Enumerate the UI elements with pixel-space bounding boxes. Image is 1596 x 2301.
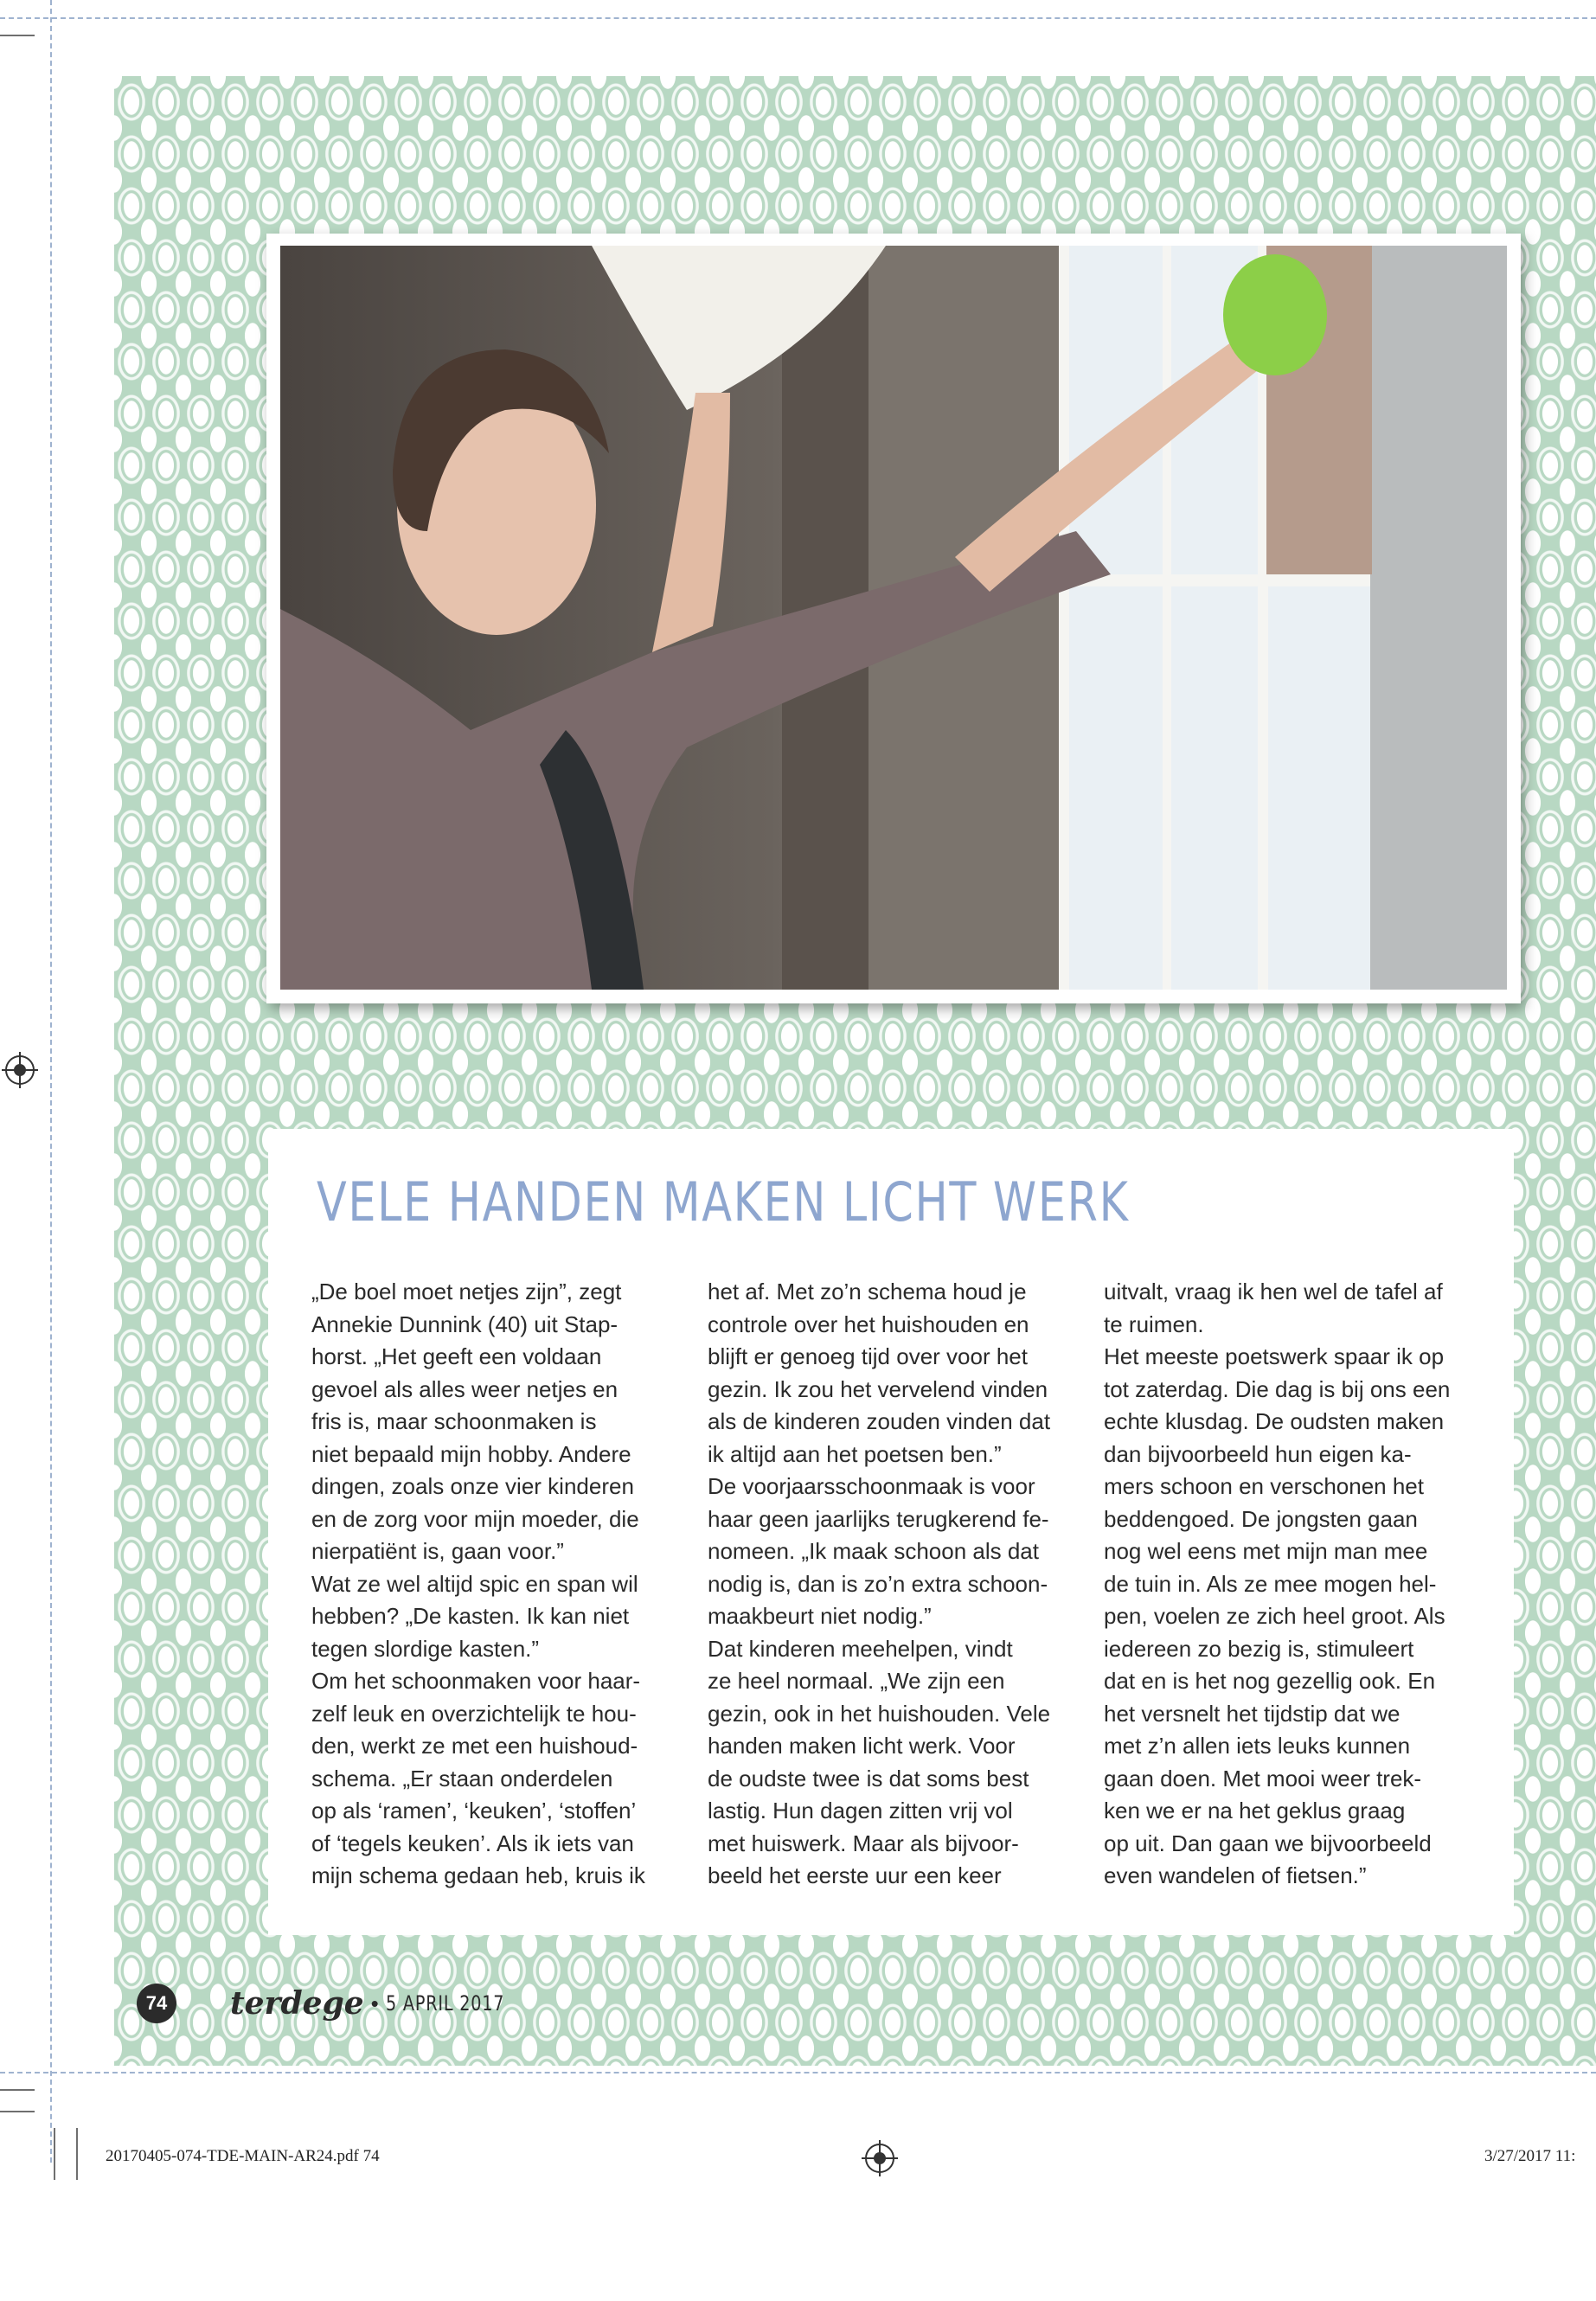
crop-line-top (0, 17, 1596, 19)
photo-frame (266, 234, 1521, 1003)
article-column-3 (1104, 1276, 1467, 1893)
article-text-panel (268, 1129, 1514, 1935)
footer-separator: • (370, 1990, 379, 2016)
crop-line-left (50, 0, 52, 2163)
article-column-1 (311, 1276, 675, 1893)
article-headline: VELE HANDEN MAKEN LICHT WERK (317, 1170, 1130, 1234)
page-number-badge: 74 (137, 1984, 176, 2023)
article-paragraph: „De boel moet netjes zijn”, zegt Annekie Dunnink (40) uit Stap- horst. „Het geeft een voldaan gevoel als alles weer netjes en fris is, maar schoonmaken is niet bepaald mijn hobby. Andere dingen, zoals onze vier kinderen en de zorg voor mijn moeder, die nierpatiënt is, gaan voor.” Wat ze wel altijd spic en span wil hebben? „De kasten. Ik kan niet tegen slordige kasten.” Om het schoonmaken voor haar- zelf leuk en overzichtelijk te hou- den, werkt ze met een huishoud- schema. „Er staan onderdelen op als ‘ramen’, ‘keuken’, ‘stoffen’ of ‘tegels keuken’. Als ik iets van mijn schema gedaan heb, kruis ik (311, 1279, 645, 1888)
crop-line-bottom (0, 2072, 1596, 2073)
crop-tick (0, 2111, 35, 2112)
crop-tick (76, 2128, 78, 2180)
registration-mark-left (5, 1055, 35, 1085)
article-paragraph: het af. Met zo’n schema houd je controle over het huishouden en blijft er genoeg tijd over voor het gezin. Ik zou het vervelend vinden als de kinderen zouden vinden dat ik altijd aan het poetsen ben.” De voorjaarsschoonmaak is voor haar geen jaarlijks terugkerend fe- nomeen. „Ik maak schoon als dat nodig is, dan is zo’n extra schoon- maakbeurt niet nodig.” Dat kinderen meehelpen, vindt ze heel normaal. „We zijn een gezin, ook in het huishouden. Vele handen maken licht werk. Voor de oudste twee is dat soms best lastig. Hun dagen zitten vrij vol met huiswerk. Maar als bijvoor- beeld het eerste uur een keer (708, 1279, 1051, 1888)
print-slug-timestamp: 3/27/2017 11: (1484, 2147, 1576, 2165)
article-photo (280, 246, 1507, 990)
photo-illustration (280, 246, 1507, 990)
article-column-2 (708, 1276, 1071, 1893)
issue-date: 5 APRIL 2017 (385, 1991, 505, 2016)
crop-tick (54, 2128, 55, 2180)
crop-tick (0, 35, 35, 36)
registration-mark-bottom (865, 2144, 894, 2173)
magazine-logo: terdege (230, 1985, 364, 2022)
page-footer (137, 1986, 534, 2021)
crop-tick (0, 2089, 35, 2091)
article-paragraph: uitvalt, vraag ik hen wel de tafel af te ruimen. Het meeste poetswerk spaar ik op tot zaterdag. Die dag is bij ons een echte klusdag. De oudsten maken dan bijvoorbeeld hun eigen ka- mers schoon en verschonen het beddengoed. De jongsten gaan nog wel eens met mijn man mee de tuin in. Als ze mee mogen hel- pen, voelen ze zich heel groot. Als iedereen zo bezig is, stimuleert dat en is het nog gezellig ook. En het versnelt het tijdstip dat we met z’n allen iets leuks kunnen gaan doen. Met mooi weer trek- ken we er na het geklus graag op uit. Dan gaan we bijvoorbeeld even wandelen of fietsen.” (1104, 1279, 1451, 1888)
print-slug-file: 20170405-074-TDE-MAIN-AR24.pdf 74 (106, 2147, 380, 2165)
